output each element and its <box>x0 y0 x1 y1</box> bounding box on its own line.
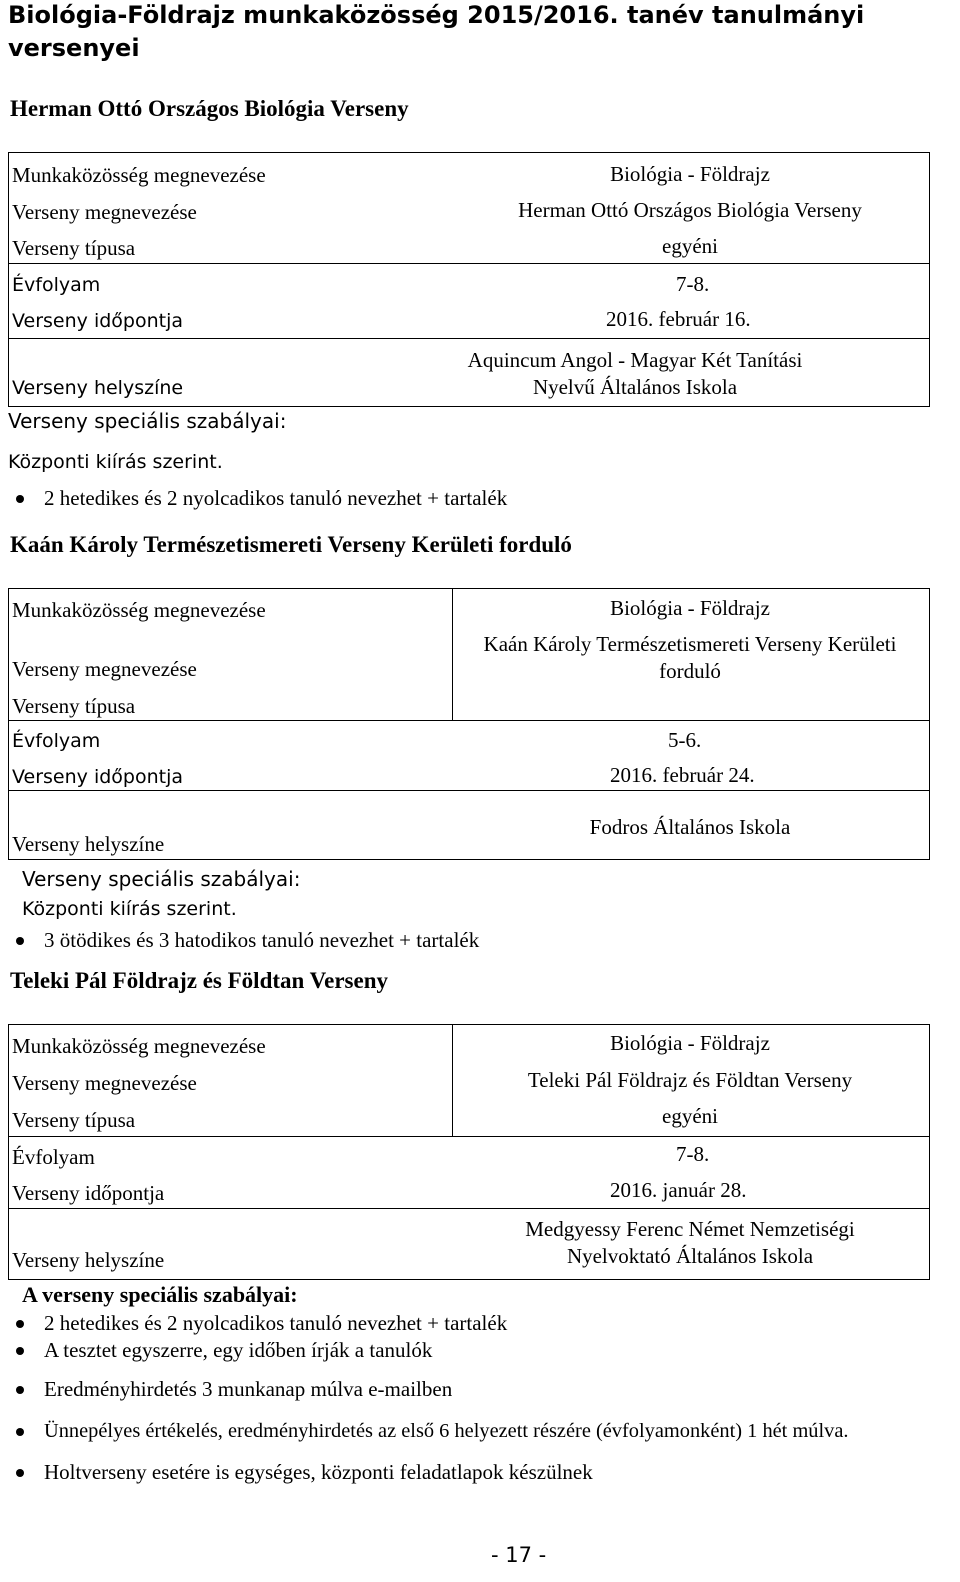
table-divider <box>8 720 930 721</box>
label-venue: Verseny helyszíne <box>12 377 184 399</box>
label-competition-type: Verseny típusa <box>12 1108 136 1132</box>
value-grade: 7-8. <box>676 272 710 296</box>
section-3-bullet-1: 2 hetedikes és 2 nyolcadikos tanuló nevezhet + tartalék <box>44 1311 508 1335</box>
label-workgroup: Munkaközösség megnevezése <box>12 598 266 622</box>
table-divider <box>8 1208 930 1209</box>
bullet-icon <box>16 1428 24 1436</box>
label-grade: Évfolyam <box>12 1145 95 1169</box>
page-title-line2: versenyei <box>8 34 140 62</box>
value-competition-type: egyéni <box>662 234 718 258</box>
section-1-rules-heading: Verseny speciális szabályai: <box>8 409 287 433</box>
label-date: Verseny időpontja <box>12 310 183 332</box>
section-1-rules-text: Központi kiírás szerint. <box>8 451 223 473</box>
label-grade: Évfolyam <box>12 274 101 296</box>
section-1-heading: Herman Ottó Országos Biológia Verseny <box>10 96 409 121</box>
section-3-bullet-4: Ünnepélyes értékelés, eredményhirdetés az első 6 helyezett részére (évfolyamonként) 1 hét múlva. <box>44 1420 849 1442</box>
value-date: 2016. február 24. <box>610 763 755 787</box>
bullet-icon <box>16 937 24 945</box>
value-workgroup: Biológia - Földrajz <box>610 162 770 186</box>
bullet-icon <box>16 1469 24 1477</box>
label-competition-type: Verseny típusa <box>12 236 136 260</box>
value-competition-type: egyéni <box>662 1104 718 1128</box>
bullet-icon <box>16 1347 24 1355</box>
section-2-rules-heading: Verseny speciális szabályai: <box>22 867 301 891</box>
section-3-bullet-5: Holtverseny esetére is egységes, központi feladatlapok készülnek <box>44 1460 593 1484</box>
value-competition-name: Herman Ottó Országos Biológia Verseny <box>518 198 862 222</box>
value-grade: 7-8. <box>676 1142 710 1166</box>
label-competition-name: Verseny megnevezése <box>12 1071 197 1095</box>
value-venue: Fodros Általános Iskola <box>589 815 791 839</box>
label-competition-name: Verseny megnevezése <box>12 657 197 681</box>
label-date: Verseny időpontja <box>12 1181 165 1205</box>
label-competition-name: Verseny megnevezése <box>12 200 197 224</box>
label-workgroup: Munkaközösség megnevezése <box>12 1034 266 1058</box>
bullet-icon <box>16 1320 24 1328</box>
section-1-bullet-1: 2 hetedikes és 2 nyolcadikos tanuló nevezhet + tartalék <box>44 486 508 510</box>
table-divider <box>8 790 930 791</box>
value-competition-name: Teleki Pál Földrajz és Földtan Verseny <box>527 1068 853 1092</box>
value-date: 2016. február 16. <box>606 307 751 331</box>
label-competition-type: Verseny típusa <box>12 694 136 718</box>
section-2-rules-text: Központi kiírás szerint. <box>22 898 237 920</box>
table-divider <box>452 588 453 720</box>
bullet-icon <box>16 1386 24 1394</box>
value-venue: Medgyessy Ferenc Német Nemzetiségi Nyelvoktató Általános Iskola <box>525 1217 855 1268</box>
label-venue: Verseny helyszíne <box>12 1248 165 1272</box>
page-number: - 17 - <box>491 1543 547 1567</box>
table-divider <box>8 338 930 339</box>
section-3-rules-heading: A verseny speciális szabályai: <box>22 1282 298 1307</box>
section-2-bullet-1: 3 ötödikes és 3 hatodikos tanuló nevezhet + tartalék <box>44 928 480 952</box>
value-workgroup: Biológia - Földrajz <box>610 1031 770 1055</box>
bullet-icon <box>16 495 24 503</box>
table-divider <box>8 1136 930 1137</box>
label-workgroup: Munkaközösség megnevezése <box>12 163 266 187</box>
label-venue: Verseny helyszíne <box>12 832 165 856</box>
value-venue: Aquincum Angol - Magyar Két Tanítási Nyelvű Általános Iskola <box>467 348 803 399</box>
section-3-bullet-3: Eredményhirdetés 3 munkanap múlva e-mailben <box>44 1377 453 1401</box>
label-grade: Évfolyam <box>12 730 101 752</box>
value-competition-name: Kaán Károly Természetismereti Verseny Kerületi forduló <box>483 632 897 683</box>
table-divider <box>452 1024 453 1136</box>
page-title-line1: Biológia-Földrajz munkaközösség 2015/2016. tanév tanulmányi <box>8 1 865 29</box>
label-date: Verseny időpontja <box>12 766 183 788</box>
section-3-bullet-2: A tesztet egyszerre, egy időben írják a tanulók <box>44 1338 433 1362</box>
value-date: 2016. január 28. <box>610 1178 747 1202</box>
section-3-heading: Teleki Pál Földrajz és Földtan Verseny <box>10 968 389 993</box>
value-workgroup: Biológia - Földrajz <box>610 596 770 620</box>
value-grade: 5-6. <box>668 728 702 752</box>
table-divider <box>8 263 930 264</box>
section-2-heading: Kaán Károly Természetismereti Verseny Kerületi forduló <box>10 532 572 557</box>
